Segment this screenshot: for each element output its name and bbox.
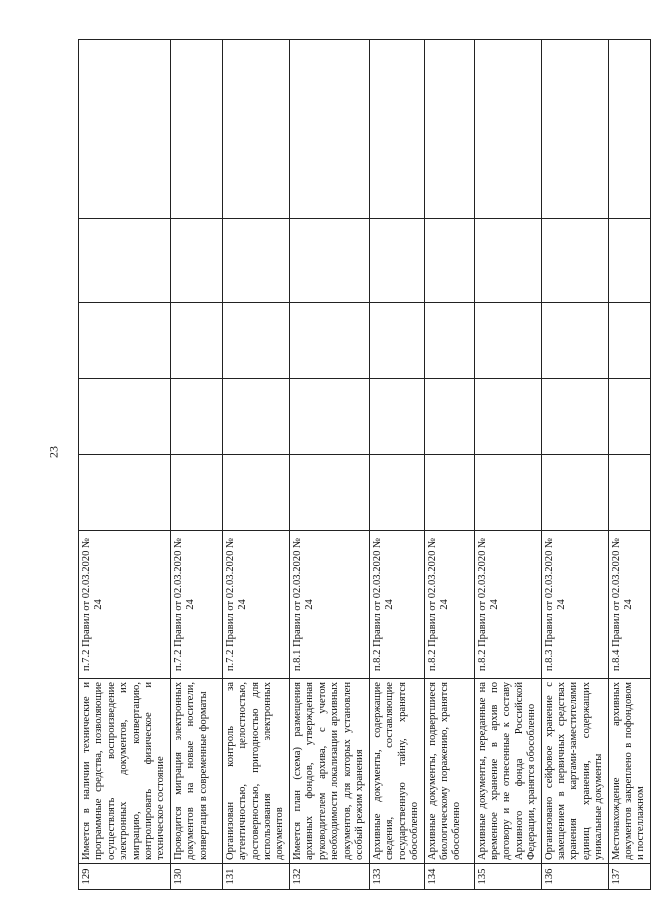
row-requirement: Местонахождение архивных документов закреплено в пофондовом и постеллажном (608, 679, 650, 864)
row-number: 133 (369, 864, 424, 890)
empty-cell (474, 40, 541, 219)
empty-cell (289, 303, 369, 379)
page-number: 23 (46, 446, 61, 458)
row-reference: п.7.2 Правил от 02.03.2020 № 24 (222, 531, 289, 679)
empty-cell (289, 379, 369, 455)
empty-cell (541, 219, 608, 303)
table-row (608, 40, 650, 890)
row-number: 129 (79, 864, 171, 890)
row-requirement: Архивные документы, переданные на временное хранение в архив по договору и не отнесенные к составу Архивного фонда Российской Федерации, хранятся обособленно (474, 679, 541, 864)
empty-cell (222, 40, 289, 219)
empty-cell (474, 379, 541, 455)
empty-cell (289, 455, 369, 531)
empty-cell (222, 303, 289, 379)
empty-cell (608, 40, 650, 219)
empty-cell (474, 455, 541, 531)
empty-cell (424, 303, 474, 379)
row-reference: п.8.3 Правил от 02.03.2020 № 24 (541, 531, 608, 679)
empty-cell (474, 219, 541, 303)
empty-cell (170, 40, 222, 219)
table-row (474, 40, 541, 890)
row-number: 136 (541, 864, 608, 890)
table-row (79, 40, 171, 890)
row-requirement: Архивные документы, содержащие сведения, составляющие государственную тайну, хранятся обособленно (369, 679, 424, 864)
row-reference: п.7.2 Правил от 02.03.2020 № 24 (79, 531, 171, 679)
row-number: 134 (424, 864, 474, 890)
empty-cell (79, 303, 171, 379)
table-row (424, 40, 474, 890)
empty-cell (608, 379, 650, 455)
row-requirement: Организовано сейфовое хранение с замещением в первичных средствах хранения картами-заместителями единиц хранения, содержащих уникальные документы (541, 679, 608, 864)
empty-cell (79, 379, 171, 455)
row-requirement: Имеется план (схема) размещения архивных фондов, утвержденная руководителем архива, с учетом необходимости локализации архивных документов, для которых установлен особый режим хранения (289, 679, 369, 864)
empty-cell (608, 455, 650, 531)
empty-cell (79, 40, 171, 219)
empty-cell (608, 303, 650, 379)
empty-cell (289, 40, 369, 219)
table-row (289, 40, 369, 890)
row-reference: п.8.4 Правил от 02.03.2020 № 24 (608, 531, 650, 679)
empty-cell (424, 219, 474, 303)
empty-cell (369, 303, 424, 379)
empty-cell (424, 40, 474, 219)
empty-cell (222, 379, 289, 455)
checklist-table (78, 39, 651, 890)
empty-cell (369, 40, 424, 219)
empty-cell (170, 303, 222, 379)
row-reference: п.8.2 Правил от 02.03.2020 № 24 (369, 531, 424, 679)
row-number: 132 (289, 864, 369, 890)
empty-cell (424, 455, 474, 531)
row-number: 137 (608, 864, 650, 890)
table-row (222, 40, 289, 890)
empty-cell (541, 303, 608, 379)
empty-cell (369, 219, 424, 303)
row-reference: п.8.1 Правил от 02.03.2020 № 24 (289, 531, 369, 679)
table-row (369, 40, 424, 890)
empty-cell (541, 455, 608, 531)
empty-cell (79, 219, 171, 303)
row-reference: п.7.2 Правил от 02.03.2020 № 24 (170, 531, 222, 679)
table-row (541, 40, 608, 890)
empty-cell (79, 455, 171, 531)
empty-cell (222, 219, 289, 303)
row-number: 130 (170, 864, 222, 890)
empty-cell (424, 379, 474, 455)
row-number: 131 (222, 864, 289, 890)
row-reference: п.8.2 Правил от 02.03.2020 № 24 (424, 531, 474, 679)
empty-cell (541, 40, 608, 219)
empty-cell (541, 379, 608, 455)
empty-cell (608, 219, 650, 303)
empty-cell (289, 219, 369, 303)
table-row (170, 40, 222, 890)
empty-cell (170, 455, 222, 531)
row-requirement: Имеется в наличии технические и программные средства, позволяющие осуществлять воспроизведение электронных документов, их миграцию, конвертацию, контролировать физическое и техническое состояние (79, 679, 171, 864)
empty-cell (222, 455, 289, 531)
row-reference: п.8.2 Правил от 02.03.2020 № 24 (474, 531, 541, 679)
empty-cell (369, 455, 424, 531)
row-number: 135 (474, 864, 541, 890)
empty-cell (170, 379, 222, 455)
empty-cell (369, 379, 424, 455)
row-requirement: Проводится миграция электронных документов на новые носители, конвертация в современные форматы (170, 679, 222, 864)
row-requirement: Организован контроль за аутентичностью, целостностью, достоверностью, пригодностью для использования электронных документов (222, 679, 289, 864)
rotated-page-content (78, 40, 647, 890)
row-requirement: Архивные документы, подвергшиеся биологическому поражению, хранятся обособленно (424, 679, 474, 864)
empty-cell (474, 303, 541, 379)
empty-cell (170, 219, 222, 303)
